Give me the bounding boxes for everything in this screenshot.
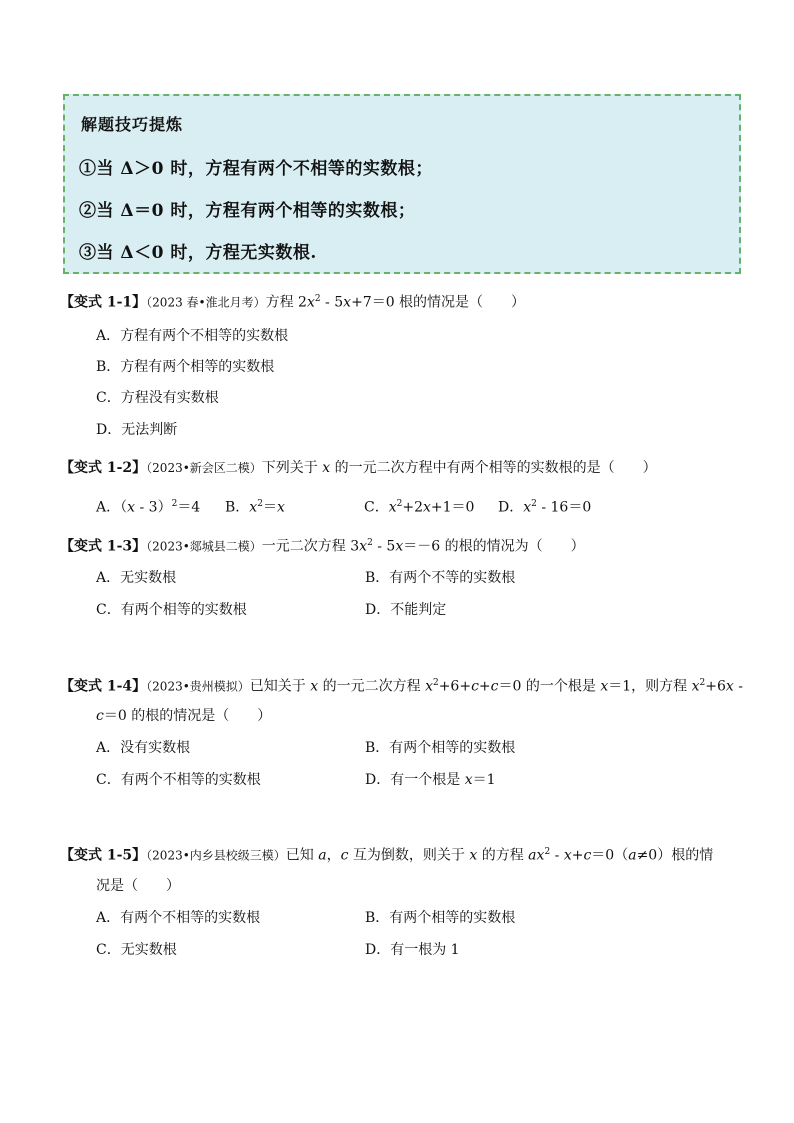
q1-option-c[interactable]: C．方程没有实数根: [96, 390, 219, 406]
question-1-5-stem-line2: 况是（ ）: [96, 878, 180, 894]
var-x: x: [310, 678, 319, 695]
var-c: c: [96, 708, 104, 724]
var-x: x: [600, 678, 609, 695]
stem-text: +7＝0 根的情况是（ ）: [351, 294, 526, 311]
var-x: x: [469, 847, 478, 864]
var-c: c: [471, 678, 479, 695]
question-tag: 【变式 1-4】: [60, 678, 147, 695]
opt-text: +2: [402, 499, 423, 516]
question-tag: 【变式 1-3】: [60, 538, 147, 555]
stem-text: -: [550, 847, 564, 864]
opt-text: C．: [364, 499, 389, 516]
q2-option-d[interactable]: [498, 494, 591, 518]
opt-text: - 16＝0: [536, 499, 592, 516]
exponent: 2: [699, 678, 706, 688]
stem-text: 已知关于: [249, 678, 311, 695]
var-x: x: [276, 499, 285, 516]
var-x: x: [306, 294, 315, 311]
stem-text: +6: [705, 678, 726, 695]
var-a: a: [318, 847, 327, 864]
exponent: 2: [171, 499, 178, 509]
stem-text: 已知: [285, 847, 319, 864]
q4-option-b[interactable]: B．有两个相等的实数根: [365, 740, 516, 756]
opt-text: D．: [498, 499, 524, 516]
exponent: 2: [367, 538, 373, 548]
stem-text: 下列关于: [261, 460, 323, 476]
exponent: 2: [432, 678, 439, 688]
var-x: x: [563, 847, 572, 864]
stem-text: - 5: [320, 294, 344, 311]
stem-text: ＝1，则方程: [608, 678, 692, 695]
opt-text: +1＝0: [430, 499, 475, 516]
stem-text: 方程 2: [265, 294, 307, 311]
stem-text: +: [571, 847, 584, 864]
stem-text: ＝－6 的根的情况为（ ）: [403, 538, 585, 555]
stem-text: 互为倒数，则关于: [348, 847, 470, 864]
q5-option-c[interactable]: C．无实数根: [96, 942, 177, 958]
stem-text: ≠0）根的情: [636, 847, 714, 864]
q2-option-b[interactable]: [225, 494, 285, 518]
question-1-5-stem: [60, 842, 713, 866]
var-c: c: [490, 678, 499, 695]
stem-text: 的一元二次方程: [318, 678, 426, 695]
q1-option-d[interactable]: D．无法判断: [96, 422, 178, 438]
q5-option-d[interactable]: D．有一根为 1: [365, 942, 460, 958]
var-x: x: [464, 772, 473, 788]
opt-text: ＝4: [177, 499, 201, 516]
tip-line-3: ③当 Δ＜0 时，方程无实数根.: [79, 243, 317, 263]
opt-text: ＝: [262, 499, 277, 516]
q4-option-c[interactable]: C．有两个不相等的实数根: [96, 772, 261, 788]
tip-line-1: ①当 Δ＞0 时，方程有两个不相等的实数根；: [79, 159, 433, 179]
stem-text: ＝0 的一个根是: [498, 678, 601, 695]
question-1-2-stem: [60, 458, 657, 478]
var-x: x: [127, 499, 136, 516]
q5-option-a[interactable]: A．有两个不相等的实数根: [96, 910, 261, 926]
question-tag: 【变式 1-1】: [60, 294, 147, 311]
opt-text: - 3）: [135, 499, 172, 516]
var-x: x: [523, 499, 532, 516]
q3-option-d[interactable]: D．不能判定: [365, 602, 447, 618]
stem-text: -: [733, 678, 743, 695]
var-x: x: [343, 294, 352, 311]
var-c: c: [340, 847, 349, 864]
q5-option-b[interactable]: B．有两个相等的实数根: [365, 910, 516, 926]
var-a: a: [528, 847, 537, 864]
q1-option-a[interactable]: A．方程有两个不相等的实数根: [96, 328, 289, 344]
exponent: 2: [544, 847, 551, 857]
var-x: x: [359, 538, 368, 555]
opt-text: D．有一个根是: [365, 772, 465, 788]
question-1-4-stem-line2: [96, 706, 271, 726]
question-1-3-stem: [60, 533, 585, 557]
var-x: x: [425, 678, 433, 695]
question-1-1-stem: [60, 289, 525, 313]
var-a: a: [628, 847, 637, 864]
var-x: x: [725, 678, 734, 695]
question-tag: 【变式 1-5】: [60, 847, 147, 864]
q4-option-d[interactable]: [365, 770, 496, 790]
var-x: x: [249, 499, 258, 516]
stem-text: ，: [326, 847, 341, 864]
var-c: c: [583, 847, 592, 864]
q3-option-b[interactable]: B．有两个不等的实数根: [365, 570, 516, 586]
var-x: x: [395, 538, 404, 555]
tip-line-2: ②当 Δ＝0 时，方程有两个相等的实数根；: [79, 201, 416, 221]
var-x: x: [388, 499, 397, 516]
tips-title: 解题技巧提炼: [81, 115, 184, 134]
var-x: x: [322, 460, 331, 476]
stem-text: 的一元二次方程中有两个相等的实数根的是（ ）: [330, 460, 657, 476]
question-1-4-stem: [60, 673, 743, 697]
stem-text: +: [478, 678, 491, 695]
question-tag: 【变式 1-2】: [60, 460, 147, 476]
var-x: x: [536, 847, 545, 864]
q2-option-c[interactable]: [364, 494, 474, 518]
exponent: 2: [396, 499, 403, 509]
stem-text: ＝0 的根的情况是（ ）: [103, 708, 272, 724]
opt-text: ＝1: [472, 772, 496, 788]
q3-option-c[interactable]: C．有两个相等的实数根: [96, 602, 247, 618]
exponent: 2: [257, 499, 263, 509]
opt-text: A．（: [96, 499, 128, 516]
question-source: （2023•郯城县二模）: [146, 539, 262, 554]
question-source: （2023•贵州模拟）: [146, 679, 250, 694]
var-x: x: [691, 678, 700, 695]
stem-text: 的方程: [477, 847, 529, 864]
tips-box: [63, 94, 741, 274]
stem-text: ＝0（: [591, 847, 629, 864]
q2-option-a[interactable]: [96, 494, 200, 518]
question-source: （2023•内乡县校级三模）: [146, 848, 286, 863]
opt-text: B．: [225, 499, 250, 516]
q4-option-a[interactable]: A．没有实数根: [96, 740, 191, 756]
stem-text: 一元二次方程 3: [261, 538, 360, 555]
question-source: （2023•新会区二模）: [146, 461, 262, 475]
var-x: x: [423, 499, 431, 516]
exponent: 2: [314, 294, 321, 304]
stem-text: +6+: [438, 678, 472, 695]
q3-option-a[interactable]: A．无实数根: [96, 570, 177, 586]
exponent: 2: [531, 499, 537, 509]
question-source: （2023 春•淮北月考）: [146, 295, 266, 310]
stem-text: - 5: [372, 538, 396, 555]
q1-option-b[interactable]: B．方程有两个相等的实数根: [96, 359, 275, 375]
